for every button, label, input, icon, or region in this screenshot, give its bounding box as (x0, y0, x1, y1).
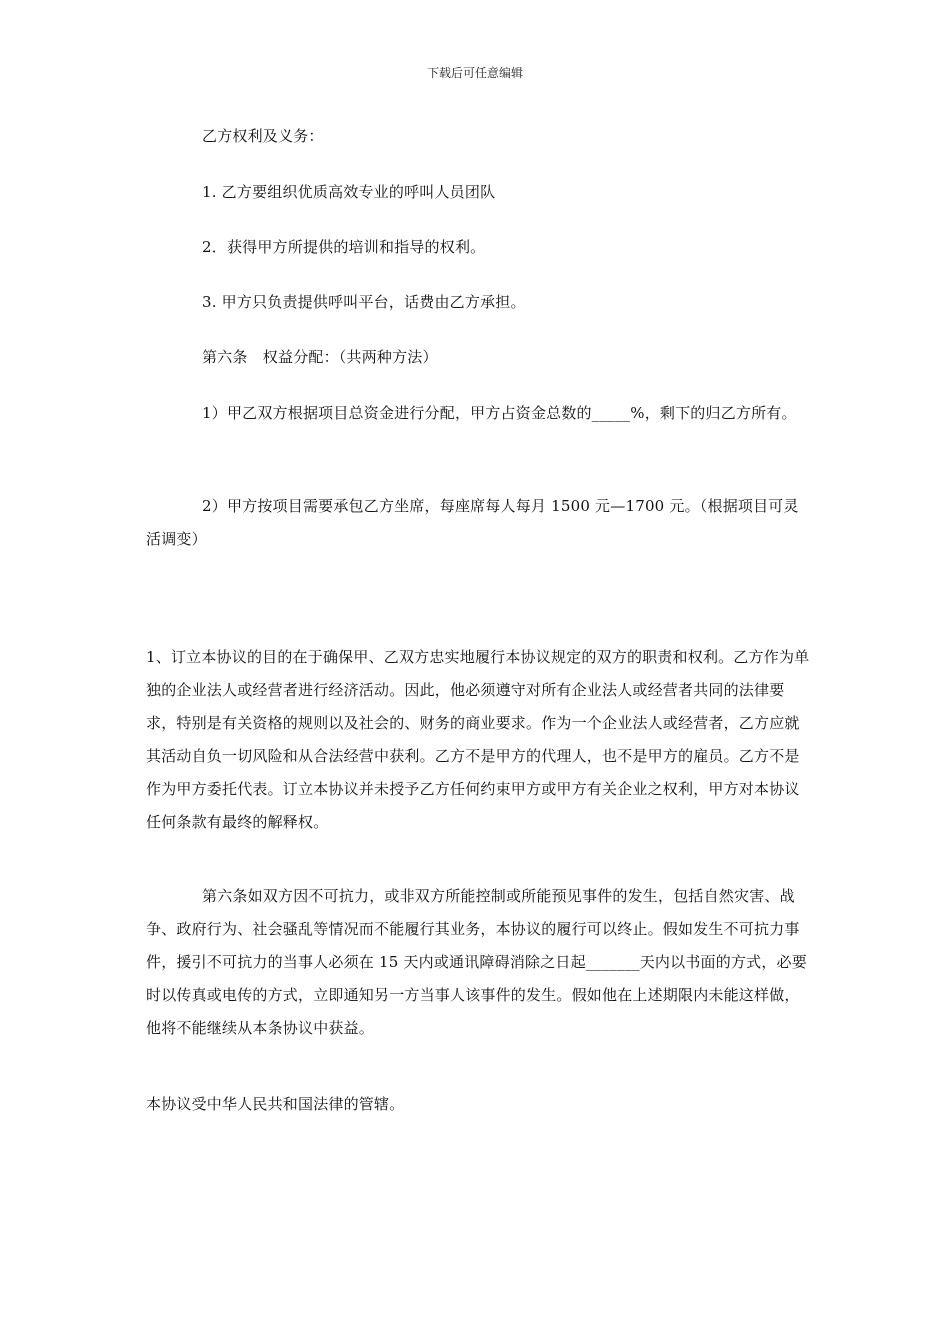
method-2: 2）甲方按项目需要承包乙方坐席，每座席每人每月 1500 元—1700 元。（根据项目可灵活调变） (146, 497, 799, 548)
page-header-note: 下载后可任意编辑 (426, 66, 523, 80)
governing-law-paragraph: 本协议受中华人民共和国法律的管辖。 (146, 1095, 405, 1113)
clause-2: 2．获得甲方所提供的培训和指导的权利。 (202, 238, 486, 256)
section-heading-rights: 乙方权利及义务： (202, 127, 324, 145)
article-six-heading: 第六条 权益分配：（共两种方法） (202, 348, 438, 366)
clause-1: 1. 乙方要组织优质高效专业的呼叫人员团队 (202, 183, 496, 201)
clause-3: 3. 甲方只负责提供呼叫平台，话费由乙方承担。 (202, 293, 526, 311)
force-majeure-paragraph: 第六条如双方因不可抗力，或非双方所能控制或所能预见事件的发生，包括自然灾害、战争、政府行为、社会骚乱等情况而不能履行其业务，本协议的履行可以终止。假如发生不可抗力事件，援引不可抗力的当事人必须在 15 天内或通讯障碍消除之日起_______天内以书面的方式，必要时以传真或电传的方式，立即通知另一方当事人该事件的发生。假如他在上述期限内未能这样做，他将不能继续从本条协议中获益。 (146, 887, 807, 1037)
method-1: 1）甲乙双方根据项目总资金进行分配，甲方占资金总数的_____%，剩下的归乙方所有。 (202, 404, 797, 422)
agreement-purpose-paragraph: 1、订立本协议的目的在于确保甲、乙双方忠实地履行本协议规定的双方的职责和权利。乙方作为单独的企业法人或经营者进行经济活动。因此，他必须遵守对所有企业法人或经营者共同的法律要求，特别是有关资格的规则以及社会的、财务的商业要求。作为一个企业法人或经营者，乙方应就其活动自负一切风险和从合法经营中获利。乙方不是甲方的代理人，也不是甲方的雇员。乙方不是作为甲方委托代表。订立本协议并未授予乙方任何约束甲方或甲方有关企业之权利，甲方对本协议任何条款有最终的解释权。 (146, 648, 810, 831)
